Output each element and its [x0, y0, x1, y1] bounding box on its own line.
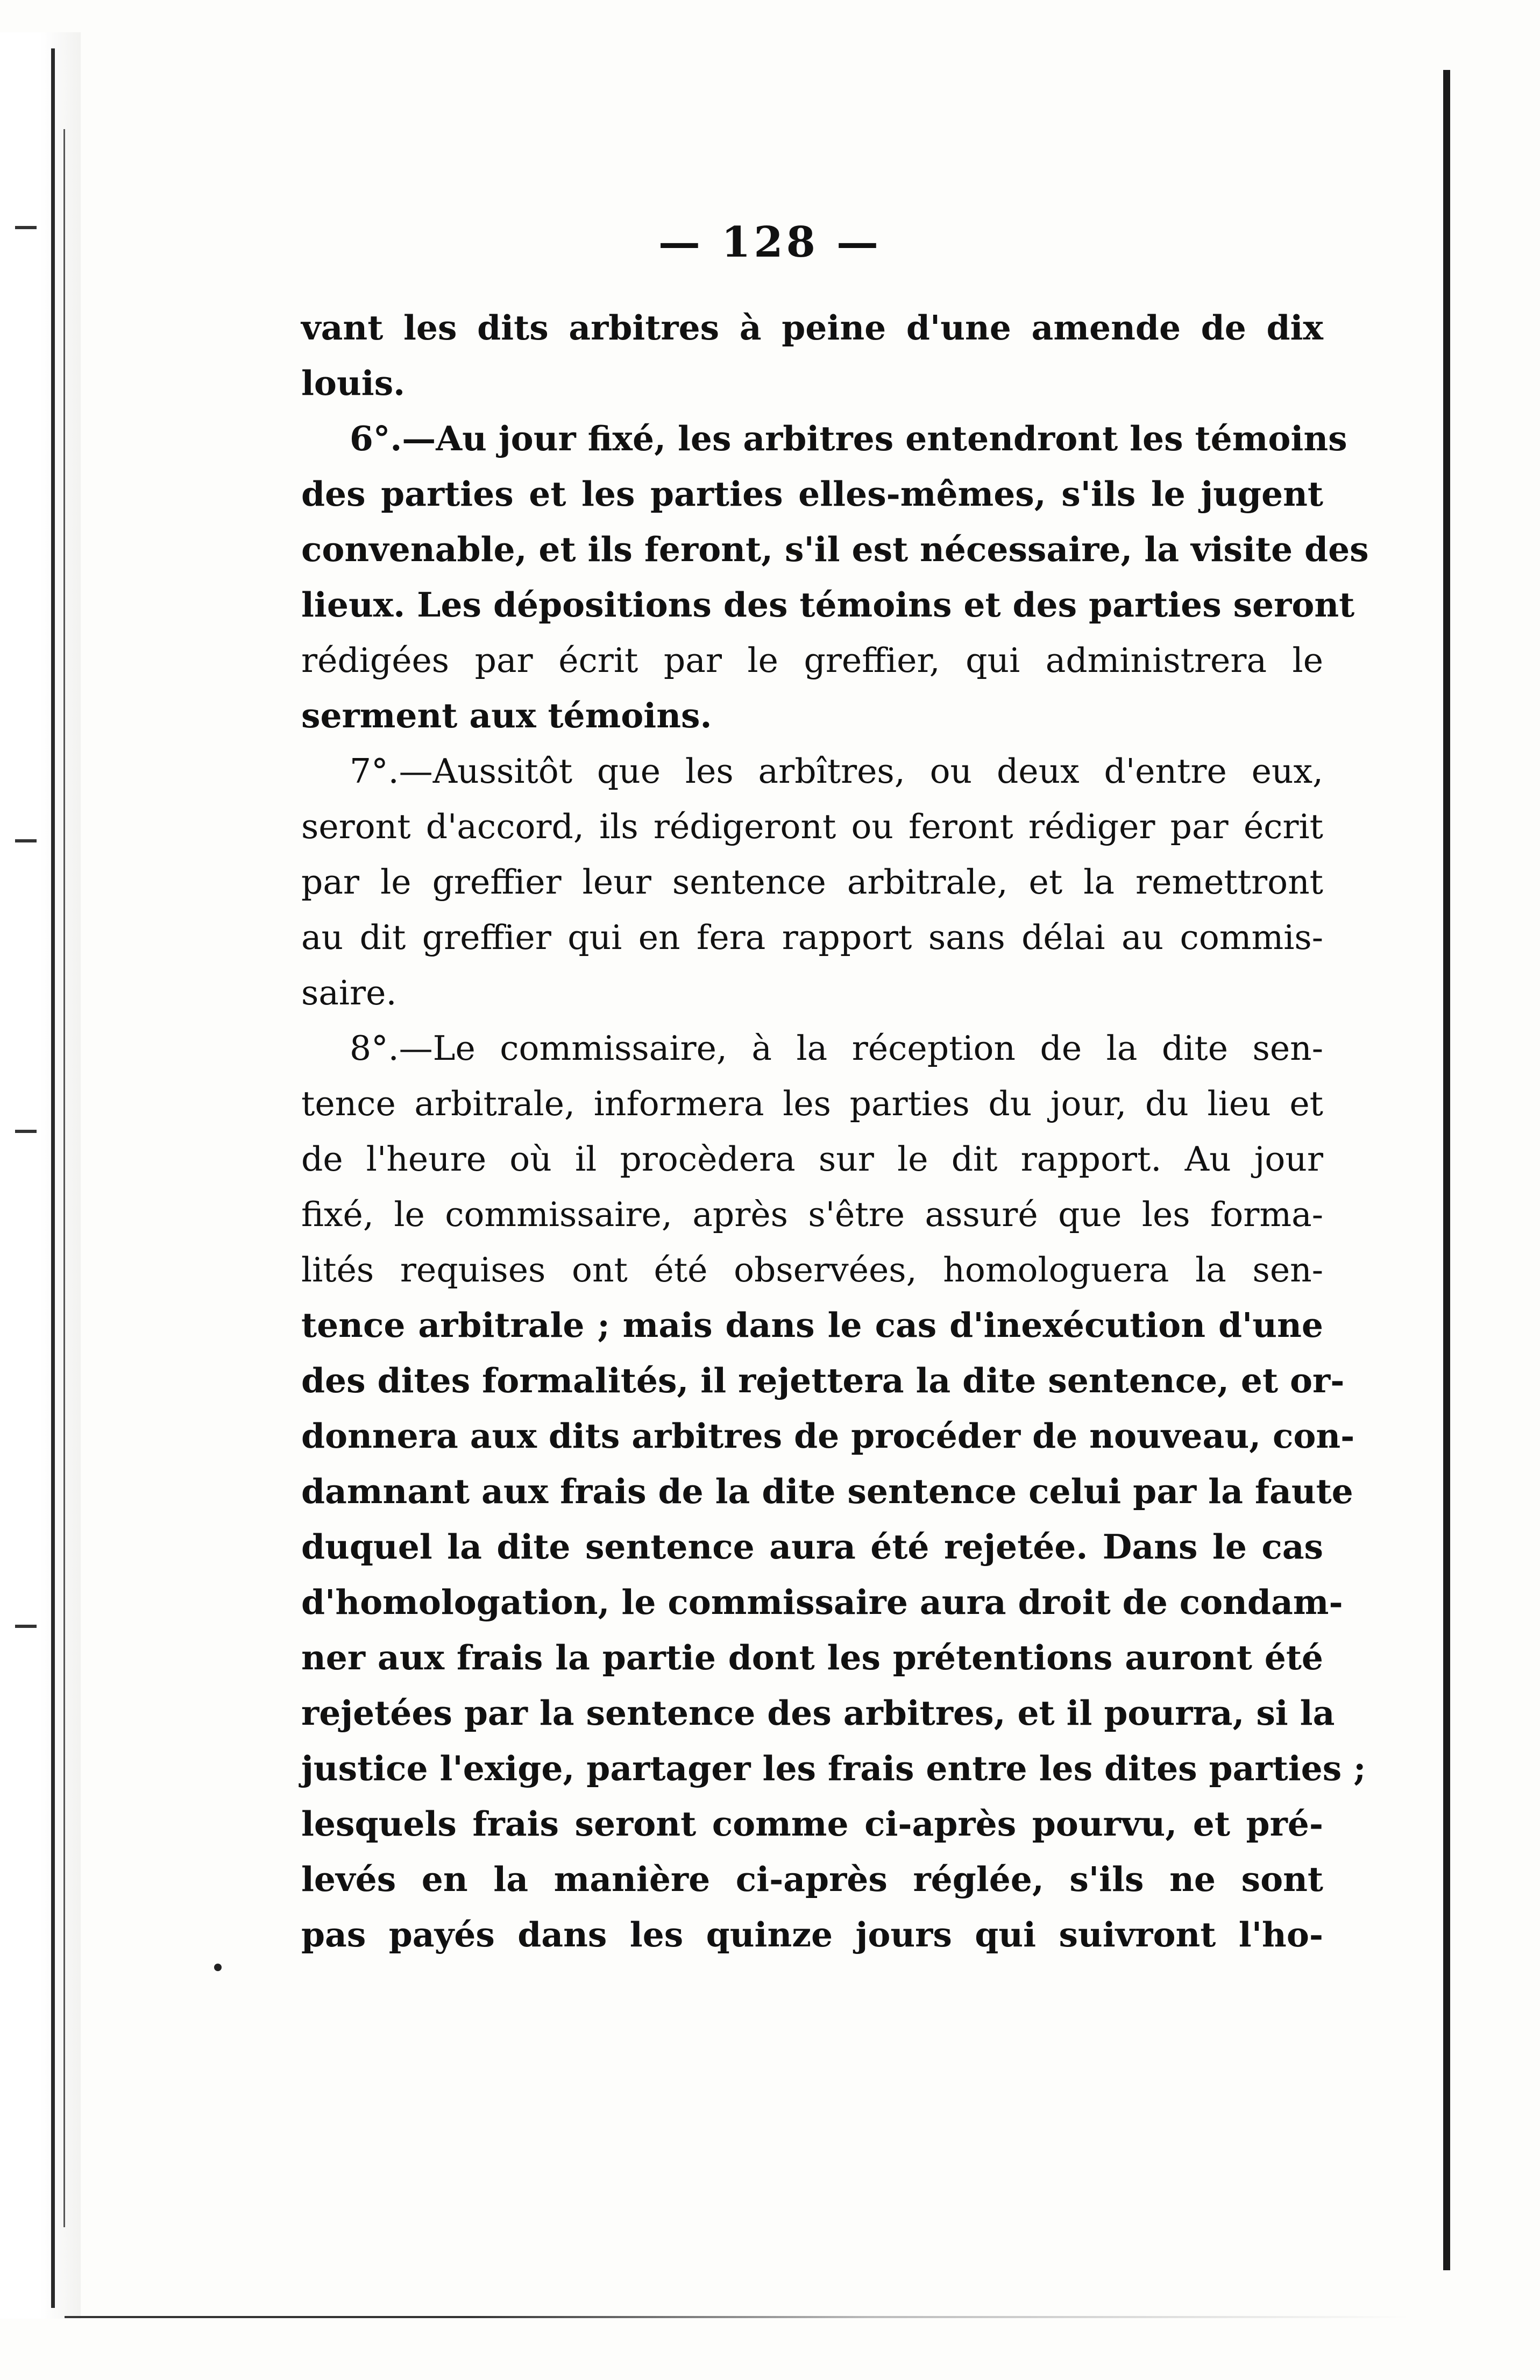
text-line: serment aux témoins.: [301, 696, 712, 735]
page-left-edge: [0, 32, 81, 2319]
binding-shadow-line-inner: [63, 129, 65, 2227]
text-line: pas payés dans les quinze jours qui suivront l'ho-: [301, 1915, 1323, 1954]
page-bottom-edge: [65, 2316, 1409, 2318]
text-line: de l'heure où il procèdera sur le dit rapport. Au jour: [301, 1139, 1323, 1179]
text-line: tence arbitrale, informera les parties du jour, du lieu et: [301, 1084, 1323, 1123]
text-line: saire.: [301, 973, 397, 1012]
text-line: par le greffier leur sentence arbitrale, et la remettront: [301, 862, 1323, 902]
text-line: convenable, et ils feront, s'il est nécessaire, la visite des: [301, 529, 1369, 569]
text-line: des parties et les parties elles-mêmes, s'ils le jugent: [301, 474, 1323, 514]
text-line: lieux. Les dépositions des témoins et des parties seront: [301, 585, 1355, 625]
page-right-edge-shadow: [1443, 70, 1450, 2270]
binding-mark: [15, 1625, 37, 1628]
text-line: des dites formalités, il rejettera la dite sentence, et or-: [301, 1361, 1345, 1400]
text-line: au dit greffier qui en fera rapport sans délai au commis-: [301, 918, 1323, 957]
text-line: vant les dits arbitres à peine d'une amende de dix: [301, 308, 1323, 348]
text-line: tence arbitrale ; mais dans le cas d'inexécution d'une: [301, 1305, 1323, 1345]
text-line: d'homologation, le commissaire aura droit de condam-: [301, 1582, 1343, 1622]
text-line: donnera aux dits arbitres de procéder de nouveau, con-: [301, 1416, 1355, 1456]
binding-mark: [15, 839, 37, 842]
ink-speck: [214, 1964, 222, 1971]
text-line: louis.: [301, 363, 406, 403]
binding-shadow-line: [51, 48, 55, 2308]
text-line: lités requises ont été observées, homologuera la sen-: [301, 1250, 1323, 1290]
text-line: levés en la manière ci-après réglée, s'ils ne sont: [301, 1859, 1323, 1899]
text-line: seront d'accord, ils rédigeront ou feront rédiger par écrit: [301, 807, 1323, 846]
page-number: — 128 —: [658, 218, 882, 267]
text-line: rédigées par écrit par le greffier, qui administrera le: [301, 641, 1323, 680]
body-text: [301, 300, 1369, 1963]
text-line: ner aux frais la partie dont les prétentions auront été: [301, 1638, 1323, 1677]
text-line: lesquels frais seront comme ci-après pourvu, et pré-: [301, 1804, 1323, 1844]
text-line: damnant aux frais de la dite sentence celui par la faute: [301, 1471, 1353, 1511]
text-line: 6°.—Au jour fixé, les arbitres entendront les témoins: [350, 419, 1347, 458]
text-line: duquel la dite sentence aura été rejetée. Dans le cas: [301, 1527, 1323, 1567]
binding-mark: [15, 1130, 37, 1133]
text-line: 8°.—Le commissaire, à la réception de la dite sen-: [350, 1029, 1323, 1068]
text-line: justice l'exige, partager les frais entre les dites parties ;: [301, 1748, 1366, 1788]
text-line: rejetées par la sentence des arbitres, et il pourra, si la: [301, 1693, 1335, 1733]
text-line: fixé, le commissaire, après s'être assuré que les forma-: [301, 1195, 1323, 1234]
text-line: 7°.—Aussitôt que les arbîtres, ou deux d'entre eux,: [350, 752, 1323, 791]
